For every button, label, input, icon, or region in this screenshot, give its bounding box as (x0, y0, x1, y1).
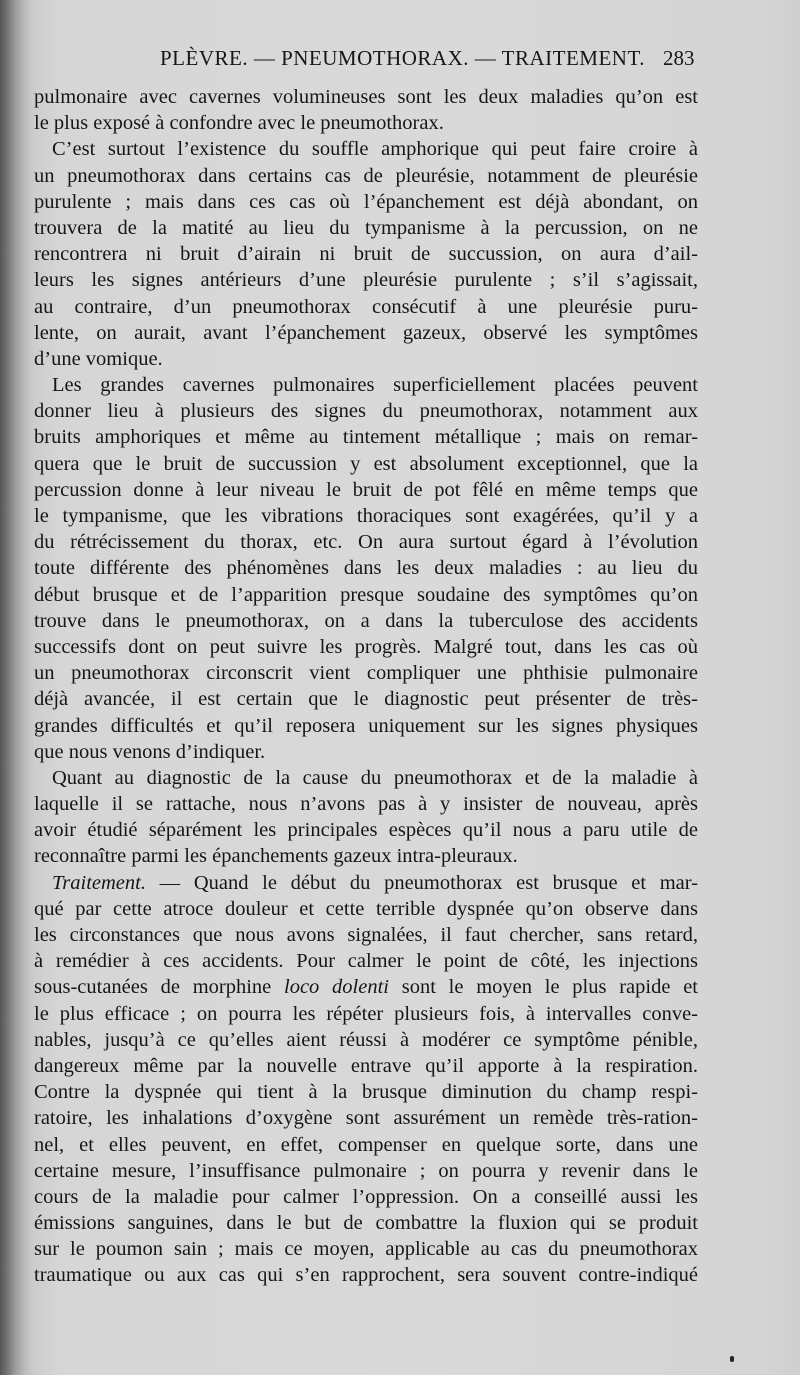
text-line: un pneumothorax dans certains cas de pleurésie, notamment de pleurésie (34, 164, 698, 187)
latin-phrase: loco dolenti (284, 976, 389, 999)
text-line: nel, et elles peuvent, en effet, compenser en quelque sorte, dans une (34, 1133, 698, 1156)
text-line: trouvera de la matité au lieu du tympanisme à la percussion, on ne (34, 216, 698, 239)
text-line: qué par cette atroce douleur et cette terrible dyspnée qu’on observe dans (34, 897, 698, 920)
text-line: reconnaître parmi les épanchements gazeux intra-pleuraux. (34, 845, 518, 868)
text-line: nables, jusqu’à ce qu’elles aient réussi à modérer ce symptôme pénible, (34, 1028, 698, 1051)
text-line: les circonstances que nous avons signalées, il faut chercher, sans retard, (34, 924, 698, 946)
section-heading-italic: Traitement. (52, 871, 146, 894)
text-line: le plus exposé à confondre avec le pneumothorax. (34, 112, 444, 135)
text-line: cours de la maladie pour calmer l’oppression. On a conseillé aussi les (34, 1185, 698, 1208)
text-line: leurs les signes antérieurs d’une pleurésie purulente ; s’il s’agissait, (34, 269, 698, 292)
text-line: Quant au diagnostic de la cause du pneumothorax et de la maladie à (52, 766, 698, 789)
body-text (34, 84, 698, 1289)
text-line: rencontrera ni bruit d’airain ni bruit de succussion, on aura d’ail- (34, 243, 698, 266)
text-line: successifs dont on peut suivre les progrès. Malgré tout, dans les cas où (34, 635, 698, 658)
text-line: sous-cutanées de morphine loco dolenti sont le moyen le plus rapide et (34, 976, 698, 999)
text-line: déjà avancée, il est certain que le diagnostic peut présenter de très- (34, 688, 698, 711)
text-line: que nous venons d’indiquer. (34, 740, 266, 763)
page-number: 283 (663, 46, 695, 70)
binding-shadow (0, 0, 34, 1375)
text-line: du rétrécissement du thorax, etc. On aura surtout égard à l’évolution (34, 531, 698, 554)
text-line: pulmonaire avec cavernes volumineuses sont les deux maladies qu’on est (34, 86, 698, 108)
text-line: d’une vomique. (34, 347, 163, 370)
text-line: sur le poumon sain ; mais ce moyen, applicable au cas du pneumothorax (34, 1238, 698, 1261)
text-line: Traitement. — Quand le début du pneumothorax est brusque et mar- (52, 871, 698, 894)
text-line: émissions sanguines, dans le but de combattre la fluxion qui se produit (34, 1212, 698, 1235)
text-line: lente, on aurait, avant l’épanchement gazeux, observé les symptômes (34, 321, 698, 344)
text-line: purulente ; mais dans ces cas où l’épanchement est déjà abondant, on (34, 190, 698, 213)
text-line: le plus efficace ; on pourra les répéter plusieurs fois, à intervalles conve- (34, 1002, 698, 1025)
text-line: début brusque et de l’apparition presque soudaine des symptômes qu’on (34, 583, 698, 606)
text-line: quera que le bruit de succussion y est absolument exceptionnel, que la (34, 452, 698, 475)
text-line: Contre la dyspnée qui tient à la brusque diminution du champ respi- (34, 1081, 698, 1104)
text-line: grandes difficultés et qu’il reposera uniquement sur les signes physiques (34, 714, 698, 737)
text-line: toute différente des phénomènes dans les deux maladies : au lieu du (34, 557, 698, 580)
text-line: ratoire, les inhalations d’oxygène sont assurément un remède très-ration- (34, 1107, 698, 1130)
ink-speck (730, 1356, 734, 1362)
running-head: PLÈVRE. — PNEUMOTHORAX. — TRAITEMENT. (160, 46, 645, 70)
text-line: traumatique ou aux cas qui s’en rapprochent, sera souvent contre-indiqué (34, 1264, 698, 1287)
text-line: laquelle il se rattache, nous n’avons pas à y insister de nouveau, après (34, 793, 698, 816)
text-line: certaine mesure, l’insuffisance pulmonaire ; on pourra y revenir dans le (34, 1159, 698, 1182)
text-line: dangereux même par la nouvelle entrave qu’il apporte à la respiration. (34, 1054, 698, 1077)
text-line: bruits amphoriques et même au tintement métallique ; mais on remar- (34, 426, 698, 449)
text-line: à remédier à ces accidents. Pour calmer le point de côté, les injections (34, 950, 698, 973)
page-header (0, 42, 800, 76)
text-line: un pneumothorax circonscrit vient compliquer une phthisie pulmonaire (34, 662, 698, 685)
text-line: donner lieu à plusieurs des signes du pneumothorax, notamment aux (34, 400, 698, 423)
text-line: trouve dans le pneumothorax, on a dans la tuberculose des accidents (34, 609, 698, 632)
text-line: Les grandes cavernes pulmonaires superficiellement placées peuvent (52, 374, 698, 397)
text-line: au contraire, d’un pneumothorax consécutif à une pleurésie puru- (34, 295, 698, 318)
text-line: avoir étudié séparément les principales espèces qu’il nous a paru utile de (34, 819, 698, 842)
text-line: percussion donne à leur niveau le bruit de pot fêlé en même temps que (34, 478, 698, 501)
text-line: C’est surtout l’existence du souffle amphorique qui peut faire croire à (52, 138, 698, 161)
text-line: le tympanisme, que les vibrations thoraciques sont exagérées, qu’il y a (34, 505, 698, 527)
